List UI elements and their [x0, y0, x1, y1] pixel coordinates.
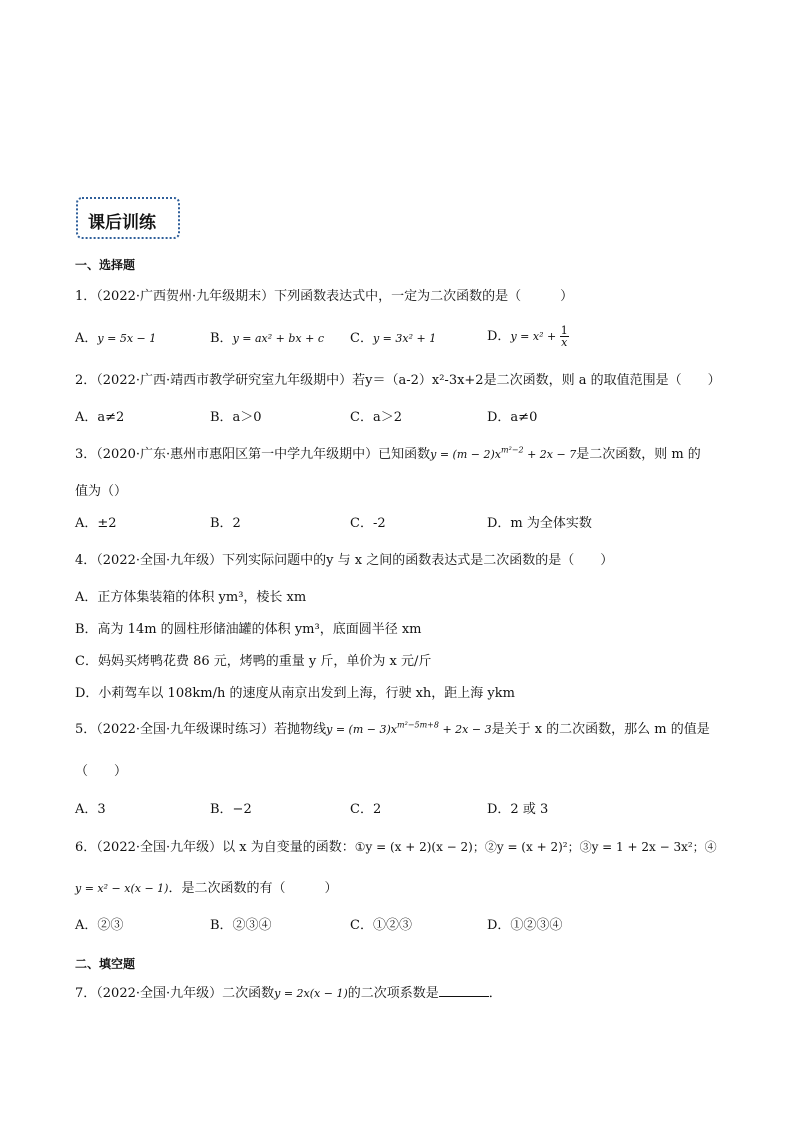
q6-option-a[interactable]: A．②③	[75, 918, 124, 933]
section-fill-heading: 二、填空题	[75, 957, 136, 971]
q3-option-d[interactable]: D．m 为全体实数	[487, 516, 592, 531]
section-title: 课后训练	[88, 213, 156, 233]
q7-stem	[75, 984, 502, 1003]
q4-option-a[interactable]: A．正方体集装箱的体积 ym³，棱长 xm	[75, 590, 307, 605]
q1-option-d[interactable]	[487, 322, 569, 352]
q5-expr: y = (m − 3)x	[326, 723, 397, 736]
q1-c-expr: y = 3x² + 1	[372, 332, 437, 345]
q5-option-d[interactable]: D．2 或 3	[487, 802, 549, 817]
q1-d-label: D．	[487, 329, 511, 344]
q3-stem-pre: 3．（2020·广东·惠州市惠阳区第一中学九年级期中）已知函数	[75, 447, 431, 462]
q1-d-den: x	[561, 336, 568, 349]
q6-stem	[75, 838, 717, 857]
q1-d-expr: y = x² +	[510, 330, 560, 343]
q5-exponent: m²−5m+8	[396, 720, 439, 730]
q6-option-c[interactable]: C．①②③	[350, 918, 412, 933]
q5-expr-post: + 2x − 3	[438, 723, 492, 736]
q4-stem: 4．（2022·全国·九年级）下列实际问题中的y 与 x 之间的函数表达式是二次函数的是（ ）	[75, 553, 614, 568]
q3-stem-post: 是二次函数，则 m 的	[576, 447, 701, 462]
q3-stem	[75, 446, 701, 464]
q3-option-c[interactable]: C．-2	[350, 516, 386, 531]
q1-a-label: A．	[75, 331, 98, 346]
q1-b-label: B．	[210, 331, 233, 346]
q4-option-b[interactable]: B．高为 14m 的圆柱形储油罐的体积 ym³，底面圆半径 xm	[75, 622, 422, 637]
q5-stem-post: 是关于 x 的二次函数，那么 m 的值是	[491, 722, 710, 737]
q4-option-d[interactable]: D．小莉驾车以 108km/h 的速度从南京出发到上海，行驶 xh，距上海 ykm	[75, 686, 515, 701]
q3-expr: y = (m − 2)x	[430, 448, 501, 461]
q1-option-a[interactable]	[75, 330, 156, 348]
q5-stem-line2: （ ）	[75, 764, 128, 779]
q6-stem-pre: 6．（2022·全国·九年级）以 x 为自变量的函数：	[75, 840, 355, 855]
q1-d-num: 1	[560, 324, 568, 337]
q2-option-d[interactable]: D．a≠0	[487, 410, 538, 425]
q1-a-expr: y = 5x − 1	[97, 332, 157, 345]
q3-option-a[interactable]: A．±2	[75, 516, 117, 531]
q6-line2-post: ．是二次函数的有（ ）	[168, 881, 338, 896]
q5-option-a[interactable]: A．3	[75, 802, 106, 817]
q6-f2: ②y = (x + 2)²；	[484, 840, 580, 854]
q5-option-b[interactable]: B．−2	[210, 802, 252, 817]
q2-option-a[interactable]: A．a≠2	[75, 410, 125, 425]
q6-line2-expr: y = x² − x(x − 1)	[75, 882, 169, 895]
q6-option-d[interactable]: D．①②③④	[487, 918, 563, 933]
q7-end: ．	[488, 986, 502, 1001]
q6-stem-line2	[75, 880, 337, 898]
q7-answer-blank[interactable]	[439, 984, 489, 997]
q5-stem-pre: 5．（2022·全国·九年级课时练习）若抛物线	[75, 722, 327, 737]
q5-option-c[interactable]: C．2	[350, 802, 382, 817]
q1-b-expr: y = ax² + bx + c	[232, 332, 324, 345]
q1-d-fraction	[560, 325, 569, 348]
q3-exponent: m²−2	[500, 445, 524, 455]
q6-f1: ①y = (x + 2)(x − 2)；	[354, 840, 485, 854]
q6-option-b[interactable]: B．②③④	[210, 918, 272, 933]
q2-option-b[interactable]: B．a＞0	[210, 410, 262, 425]
q3-option-b[interactable]: B．2	[210, 516, 241, 531]
q2-option-c[interactable]: C．a＞2	[350, 410, 402, 425]
section-choice-heading: 一、选择题	[75, 258, 136, 272]
q3-expr-post: + 2x − 7	[523, 448, 577, 461]
q1-option-b[interactable]	[210, 330, 324, 348]
q7-expr: y = 2x(x − 1)	[274, 987, 348, 1000]
q7-stem-pre: 7．（2022·全国·九年级）二次函数	[75, 986, 275, 1001]
q1-c-label: C．	[350, 331, 373, 346]
q1-option-c[interactable]	[350, 330, 436, 348]
q6-f3: ③y = 1 + 2x − 3x²；④	[579, 840, 717, 854]
q5-stem	[75, 721, 710, 739]
q7-stem-post: 的二次项系数是	[347, 986, 439, 1001]
q3-stem-line2: 值为（）	[75, 484, 128, 499]
q2-stem: 2．（2022·广西·靖西市教学研究室九年级期中）若y＝（a-2）x²-3x+2是二次函数，则 a 的取值范围是（ ）	[75, 373, 721, 388]
q1-stem: 1．（2022·广西贺州·九年级期末）下列函数表达式中，一定为二次函数的是（ ）	[75, 289, 574, 304]
q4-option-c[interactable]: C．妈妈买烤鸭花费 86 元，烤鸭的重量 y 斤，单价为 x 元/斤	[75, 654, 432, 669]
